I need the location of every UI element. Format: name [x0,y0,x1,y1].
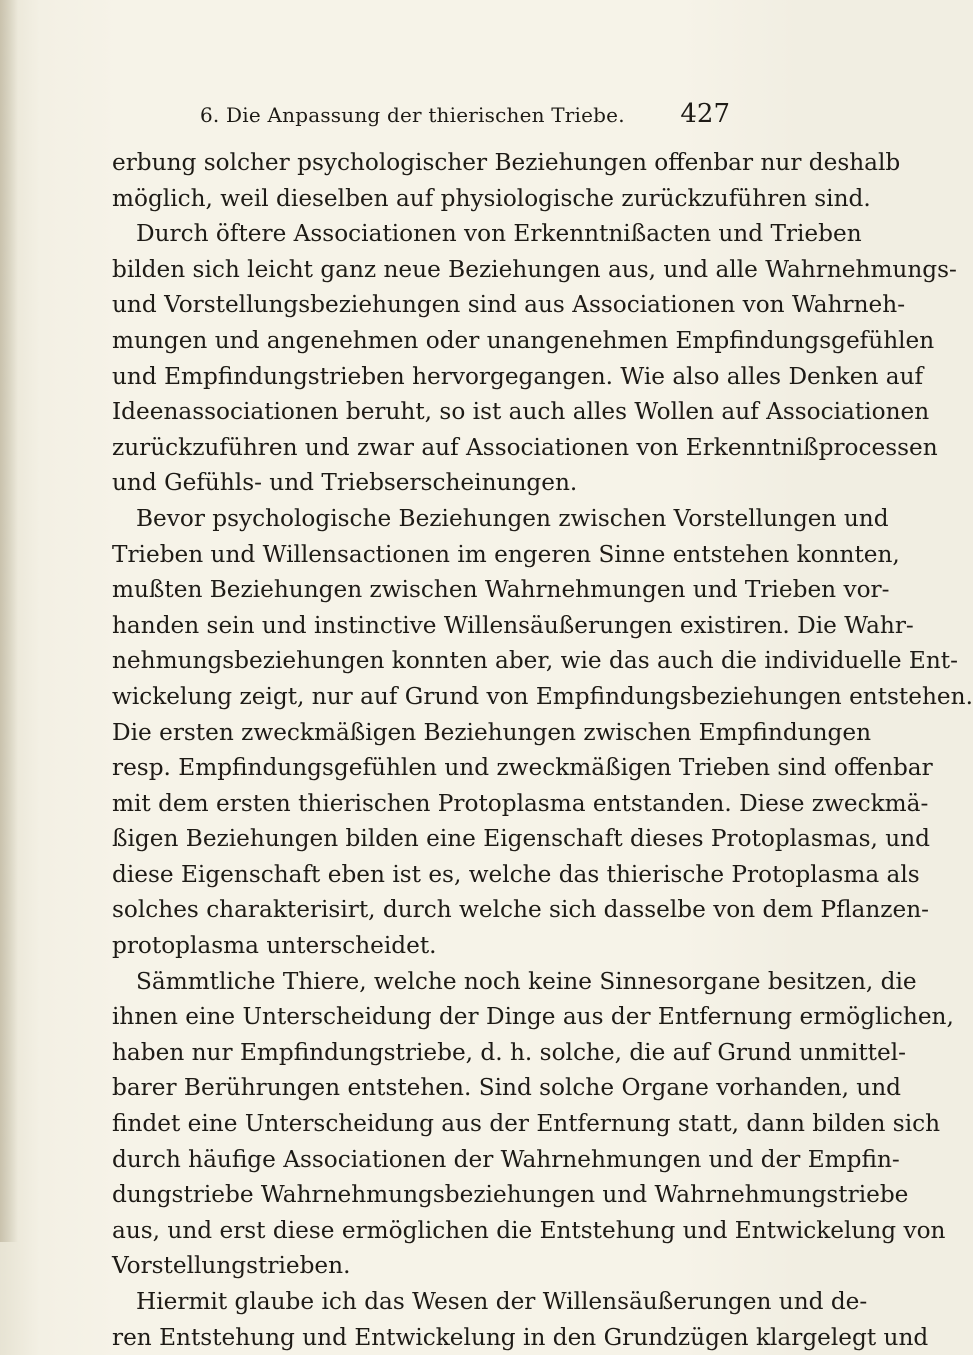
text-line: wickelung zeigt, nur auf Grund von Empfindungsbeziehungen entstehen. [112,682,973,710]
text-line: dungstriebe Wahrnehmungsbeziehungen und Wahrnehmungstriebe [112,1181,909,1209]
page-gutter-shadow [0,0,18,1242]
body-text [112,145,973,1355]
text-line: nehmungsbeziehungen konnten aber, wie das auch die individuelle Ent- [112,647,958,675]
text-line: bilden sich leicht ganz neue Beziehungen aus, und alle Wahrnehmungs- [112,255,957,283]
text-line: und Gefühls- und Triebserscheinungen. [112,469,578,497]
text-line: und Empfindungstrieben hervorgegangen. Wie also alles Denken auf [112,362,924,390]
text-line: aus, und erst diese ermöglichen die Entstehung und Entwickelung von [112,1216,946,1244]
page-number: 427 [680,99,730,129]
text-line: Bevor psychologische Beziehungen zwischen Vorstellungen und [136,504,889,532]
text-line: ßigen Beziehungen bilden eine Eigenschaft dieses Protoplasmas, und [112,825,930,853]
text-line: findet eine Unterscheidung aus der Entfernung statt, dann bilden sich [112,1110,941,1138]
text-line: durch häufige Associationen der Wahrnehmungen und der Empfin- [112,1145,900,1173]
text-line: protoplasma unterscheidet. [112,932,437,960]
text-line: diese Eigenschaft eben ist es, welche das thierische Protoplasma als [112,860,920,888]
text-line: Sämmtliche Thiere, welche noch keine Sinnesorgane besitzen, die [136,967,917,995]
text-line: mungen und angenehmen oder unangenehmen Empfindungsgefühlen [112,326,935,354]
text-line: erbung solcher psychologischer Beziehungen offenbar nur deshalb [112,149,901,176]
text-line: barer Berührungen entstehen. Sind solche Organe vorhanden, und [112,1074,902,1102]
text-line: Die ersten zweckmäßigen Beziehungen zwischen Empfindungen [112,718,872,746]
text-line: ihnen eine Unterscheidung der Dinge aus der Entfernung ermöglichen, [112,1003,954,1031]
text-line: Durch öftere Associationen von Erkenntnißacten und Trieben [136,220,862,248]
text-line: mit dem ersten thierischen Protoplasma entstanden. Diese zweckmä- [112,789,929,817]
text-line: zurückzuführen und zwar auf Associationen von Erkenntnißprocessen [112,433,938,461]
text-line: haben nur Empfindungstriebe, d. h. solche, die auf Grund unmittel- [112,1038,906,1066]
text-line: Trieben und Willensactionen im engeren Sinne entstehen konnten, [112,540,900,568]
text-line: Ideenassociationen beruht, so ist auch alles Wollen auf Associationen [112,398,930,426]
text-line: ren Entstehung und Entwickelung in den Grundzügen klargelegt und [112,1323,929,1351]
text-line: mußten Beziehungen zwischen Wahrnehmungen und Trieben vor- [112,576,890,604]
running-title: 6. Die Anpassung der thierischen Triebe. [200,103,625,127]
text-line: und Vorstellungsbeziehungen sind aus Associationen von Wahrneh- [112,291,906,319]
text-line: resp. Empfindungsgefühlen und zweckmäßigen Trieben sind offenbar [112,754,933,782]
text-line: möglich, weil dieselben auf physiologische zurückzuführen sind. [112,184,871,212]
text-line: handen sein und instinctive Willensäußerungen existiren. Die Wahr- [112,611,914,639]
text-line: Vorstellungstrieben. [112,1252,351,1280]
page-header [110,99,730,129]
text-line: solches charakterisirt, durch welche sich dasselbe von dem Pflanzen- [112,896,930,924]
text-line: Hiermit glaube ich das Wesen der Willensäußerungen und de- [136,1288,868,1315]
